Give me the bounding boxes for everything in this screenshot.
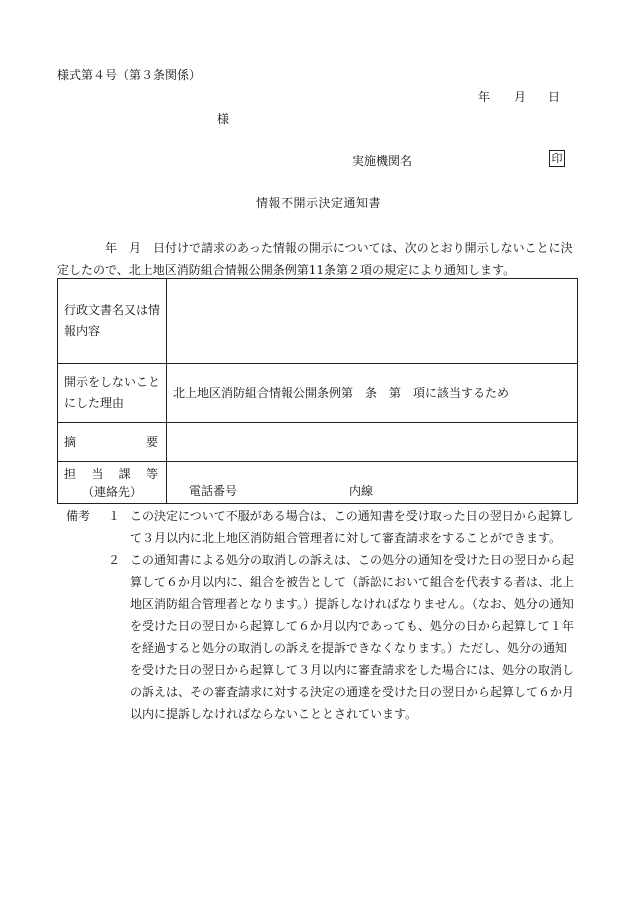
contact-label-char: 担 (64, 466, 77, 481)
seal-mark: 印 (549, 150, 565, 167)
table-row (58, 364, 578, 423)
date-month: 月 (514, 90, 527, 104)
summary-value (167, 423, 578, 462)
addressee-suffix: 様 (217, 112, 230, 126)
extension-label: 内線 (349, 484, 374, 498)
contact-sub-label: （連絡先） (81, 484, 142, 499)
phone-label: 電話番号 (189, 484, 238, 498)
contact-label-char: 等 (145, 466, 158, 481)
doc-name-label: 行政文書名又は情報内容 (58, 279, 167, 364)
summary-label-char: 要 (145, 434, 158, 449)
notes-heading: 備考 (66, 509, 91, 523)
date-day: 日 (548, 90, 561, 104)
date-line (478, 88, 560, 105)
contact-label-char: 課 (118, 466, 131, 481)
table-row (58, 462, 578, 504)
note-text: この通知書による処分の取消しの訴えは、この処分の通知を受けた日の翌日から起算して６か月以内に、組合を被告として（訴訟において組合を代表する者は、北上地区消防組合管理者となります。）提訴しなければなりません。（なお、処分の通知を受けた日の翌日から起算して６か月以内であっても、処分の日から起算して１年を経過すると処分の取消しの訴えを提訴できなくなります。）ただし、処分の通知を受けた日の翌日から起算して３月以内に審査請求をした場合には、処分の取消しの訴えは、その審査請求に対する決定の通達を受けた日の翌日から起算して６か月以内に提訴しなければならないこととされています。 (130, 553, 575, 721)
table-row (58, 423, 578, 462)
contact-label-char: 当 (91, 466, 104, 481)
date-year: 年 (478, 90, 491, 104)
document-title: 情報不開示決定通知書 (256, 196, 382, 210)
note-number: ２ (108, 553, 121, 567)
doc-name-value (167, 279, 578, 364)
notice-table (57, 278, 578, 504)
table-row (58, 279, 578, 364)
summary-label-char: 摘 (64, 434, 77, 449)
summary-label (58, 423, 167, 462)
issuer-label: 実施機関名 (352, 154, 413, 168)
contact-label (58, 462, 167, 504)
reason-value: 北上地区消防組合情報公開条例第 条 第 項に該当するため (167, 364, 578, 423)
body-paragraph: 年 月 日付けで請求のあった情報の開示については、次のとおり開示しないことに決定したので、北上地区消防組合情報公開条例第11条第２項の規定により通知します。 (57, 241, 573, 277)
form-number: 様式第４号（第３条関係） (57, 68, 202, 82)
reason-label: 開示をしないことにした理由 (58, 364, 167, 423)
note-text: この決定について不服がある場合は、この通知書を受け取った日の翌日から起算して３月以内に北上地区消防組合管理者に対して審査請求をすることができます。 (130, 509, 574, 545)
note-number: １ (108, 509, 121, 523)
contact-value (167, 462, 578, 504)
